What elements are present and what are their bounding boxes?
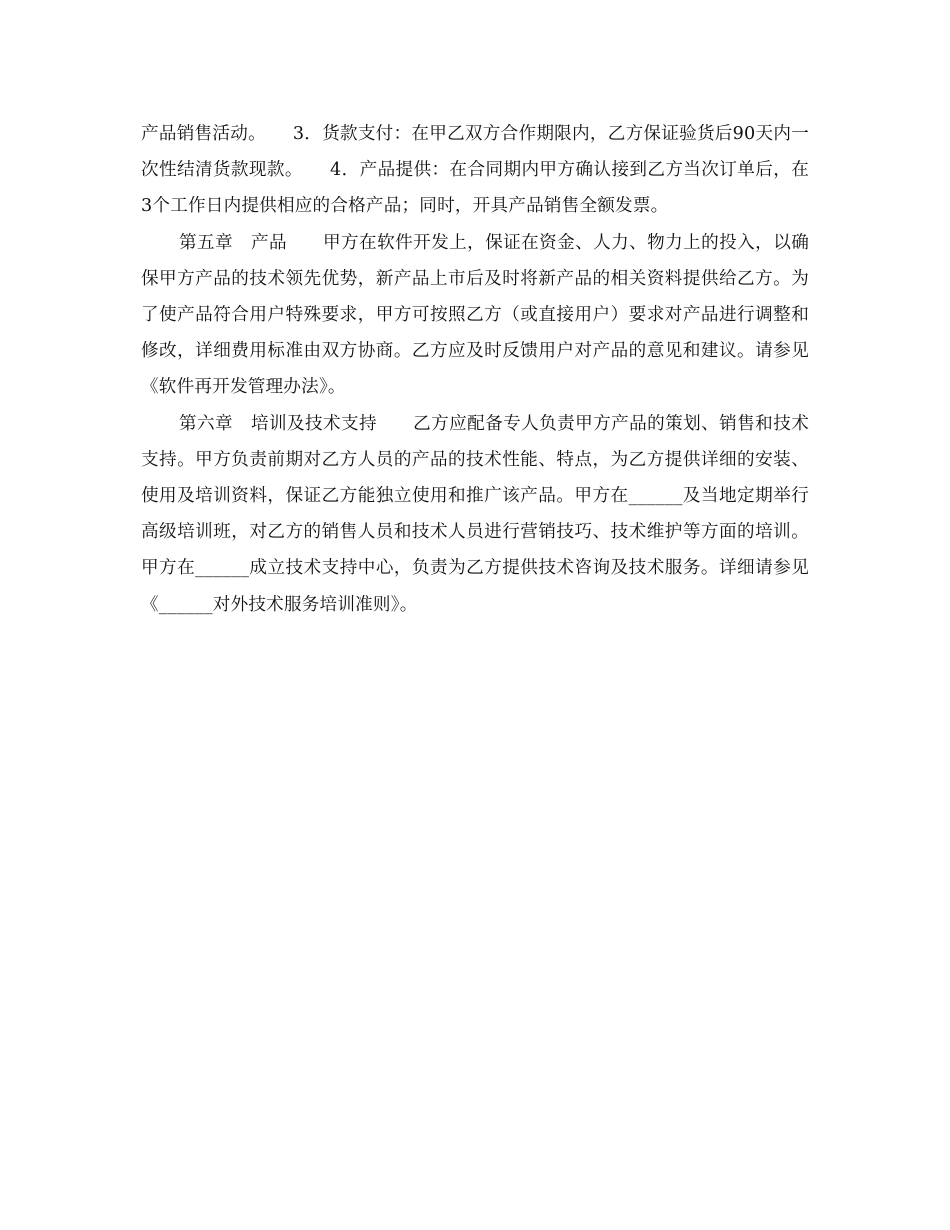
- paragraph-chapter-6-training: 第六章 培训及技术支持 乙方应配备专人负责甲方产品的策划、销售和技术支持。甲方负责前期对乙方人员的产品的技术性能、特点，为乙方提供详细的安装、使用及培训资料，保证乙方能独立使用和推广该产品。甲方在______及当地定期举行高级培训班，对乙方的销售人员和技术人员进行营销技巧、技术维护等方面的培训。甲方在______成立技术支持中心，负责为乙方提供技术咨询及技术服务。详细请参见《______对外技术服务培训准则》。: [141, 413, 809, 615]
- document-body: [141, 116, 809, 623]
- paragraph-payment-and-supply: 产品销售活动。 3．货款支付：在甲乙双方合作期限内，乙方保证验货后90天内一次性结清货款现款。 4．产品提供：在合同期内甲方确认接到乙方当次订单后，在3个工作日内提供相应的合格产品；同时，开具产品销售全额发票。: [141, 124, 809, 217]
- paragraph-chapter-5-product: 第五章 产品 甲方在软件开发上，保证在资金、人力、物力上的投入，以确保甲方产品的技术领先优势，新产品上市后及时将新产品的相关资料提供给乙方。为了使产品符合用户特殊要求，甲方可按照乙方（或直接用户）要求对产品进行调整和修改，详细费用标准由双方协商。乙方应及时反馈用户对产品的意见和建议。请参见《软件再开发管理办法》。: [141, 232, 809, 398]
